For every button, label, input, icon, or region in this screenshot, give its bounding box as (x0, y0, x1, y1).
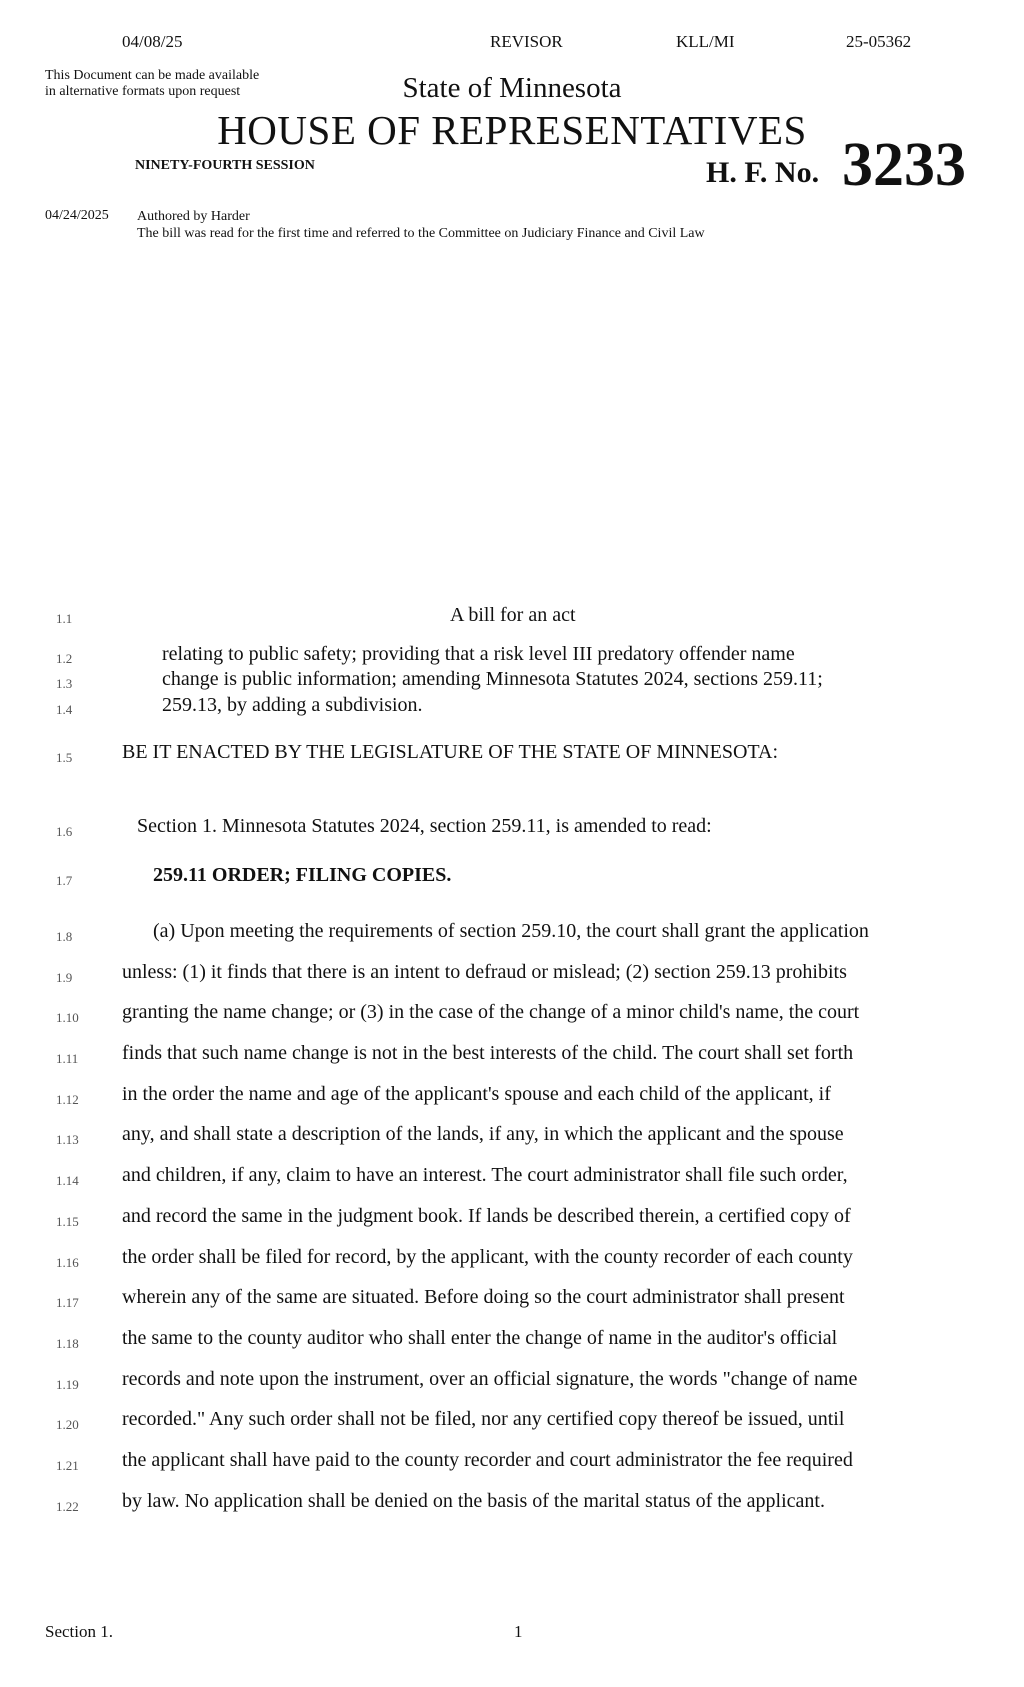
enacting-clause: BE IT ENACTED BY THE LEGISLATURE OF THE STATE OF MINNESOTA: (122, 741, 779, 763)
header-doc-number: 25-05362 (846, 32, 912, 51)
page-number: 1 (514, 1622, 523, 1641)
line-number: 1.13 (56, 1132, 79, 1147)
line-number: 1.14 (56, 1173, 79, 1188)
bill-title: A bill for an act (450, 604, 576, 626)
bill-summary-line: change is public information; amending Minnesota Statutes 2024, sections 259.11; (162, 668, 823, 690)
availability-line: in alternative formats upon request (45, 84, 241, 99)
state-title: State of Minnesota (402, 72, 622, 104)
statute-heading: 259.11 ORDER; FILING COPIES. (153, 864, 452, 886)
line-number: 1.15 (56, 1214, 79, 1229)
hf-label: H. F. No. (706, 156, 820, 189)
bill-summary-line: 259.13, by adding a subdivision. (162, 694, 423, 716)
header-revisor: REVISOR (490, 32, 563, 51)
line-number: 1.6 (56, 824, 73, 839)
body-line: recorded." Any such order shall not be filed, nor any certified copy thereof be issued, until (122, 1408, 845, 1430)
body-line: wherein any of the same are situated. Before doing so the court administrator shall present (122, 1286, 845, 1308)
body-line: (a) Upon meeting the requirements of section 259.10, the court shall grant the application (153, 920, 869, 942)
authorship (137, 208, 705, 242)
line-number: 1.4 (56, 702, 73, 717)
session-label: NINETY-FOURTH SESSION (135, 158, 315, 173)
line-number: 1.8 (56, 929, 73, 944)
body-line: and record the same in the judgment book. If lands be described therein, a certified copy of (122, 1205, 851, 1227)
line-number: 1.11 (56, 1051, 79, 1066)
hf-number: 3233 (842, 131, 966, 199)
house-title: HOUSE OF REPRESENTATIVES (217, 107, 807, 153)
header-date: 04/08/25 (122, 32, 183, 51)
body-line: unless: (1) it finds that there is an intent to defraud or mislead; (2) section 259.13 prohibits (122, 961, 847, 983)
body-line: granting the name change; or (3) in the case of the change of a minor child's name, the court (122, 1001, 860, 1023)
referral-text: The bill was read for the first time and referred to the Committee on Judiciary Finance and Civil Law (137, 226, 705, 241)
line-number: 1.7 (56, 873, 73, 888)
body-line: any, and shall state a description of the lands, if any, in which the applicant and the spouse (122, 1123, 844, 1145)
body-line: and children, if any, claim to have an interest. The court administrator shall file such order, (122, 1164, 848, 1186)
availability-line: This Document can be made available (45, 68, 260, 83)
body-line: by law. No application shall be denied on the basis of the marital status of the applicant. (122, 1490, 825, 1512)
line-number: 1.16 (56, 1255, 79, 1270)
body-line: the applicant shall have paid to the county recorder and court administrator the fee required (122, 1449, 853, 1471)
bill-summary-line: relating to public safety; providing that a risk level III predatory offender name (162, 643, 795, 665)
body-line: finds that such name change is not in the best interests of the child. The court shall set forth (122, 1042, 854, 1064)
body-line: the same to the county auditor who shall enter the change of name in the auditor's official (122, 1327, 838, 1349)
line-number: 1.12 (56, 1092, 79, 1107)
section-heading: Section 1. Minnesota Statutes 2024, section 259.11, is amended to read: (137, 815, 712, 837)
body-line: in the order the name and age of the applicant's spouse and each child of the applicant, if (122, 1083, 831, 1105)
authored-date: 04/24/2025 (45, 208, 109, 223)
line-number: 1.10 (56, 1010, 79, 1025)
line-number: 1.20 (56, 1417, 79, 1432)
line-number: 1.5 (56, 750, 73, 765)
line-number: 1.17 (56, 1295, 79, 1310)
line-number: 1.1 (56, 611, 73, 626)
line-number: 1.2 (56, 651, 73, 666)
line-number: 1.22 (56, 1499, 79, 1514)
line-number: 1.18 (56, 1336, 79, 1351)
header-initials: KLL/MI (676, 32, 735, 51)
line-number: 1.19 (56, 1377, 79, 1392)
line-number: 1.3 (56, 676, 73, 691)
footer-section: Section 1. (45, 1622, 113, 1641)
body-line: records and note upon the instrument, over an official signature, the words "change of name (122, 1368, 858, 1390)
body-line: the order shall be filed for record, by the applicant, with the county recorder of each county (122, 1246, 853, 1268)
line-number: 1.21 (56, 1458, 79, 1473)
authored-by: Authored by Harder (137, 209, 250, 224)
line-number: 1.9 (56, 970, 73, 985)
